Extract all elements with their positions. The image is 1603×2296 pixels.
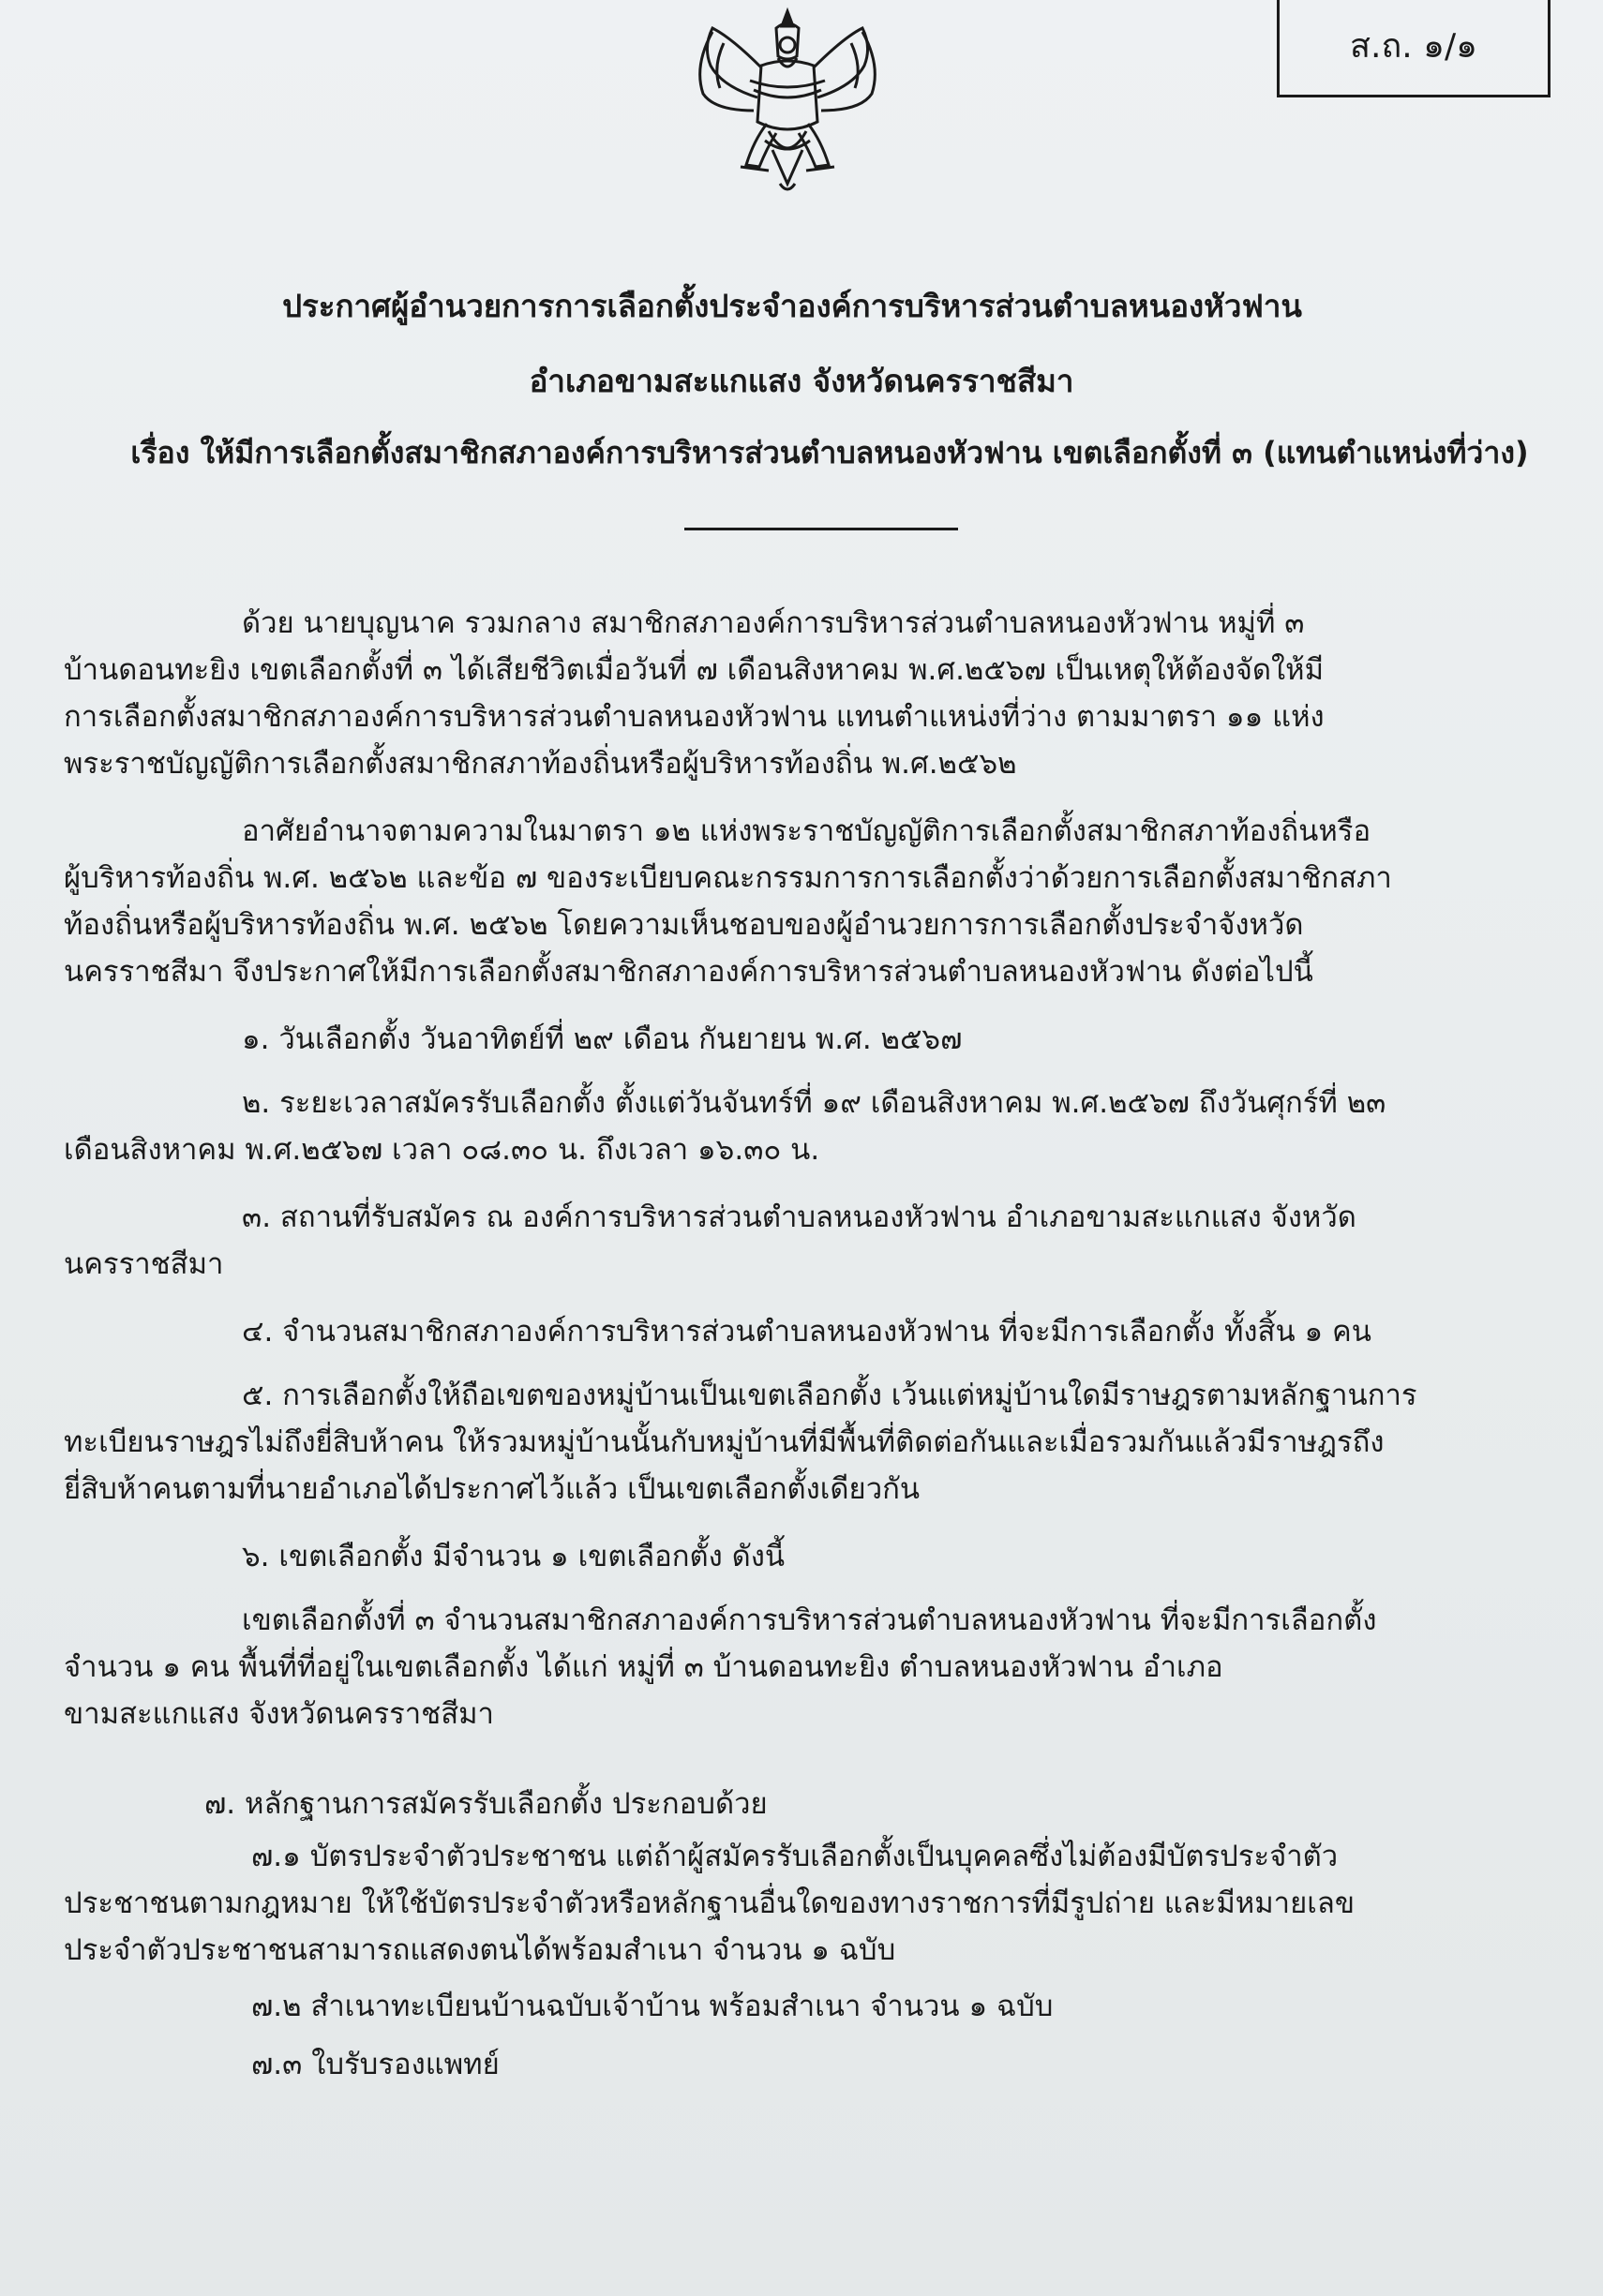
item-line: ๗.๒ สำเนาทะเบียนบ้านฉบับเจ้าบ้าน พร้อมสำเนา จำนวน ๑ ฉบับ [251, 1990, 1054, 2023]
paragraph-line: พระราชบัญญัติการเลือกตั้งสมาชิกสภาท้องถิ่นหรือผู้บริหารท้องถิ่น พ.ศ.๒๕๖๒ [64, 747, 1017, 781]
form-code: ส.ถ. ๑/๑ [1350, 26, 1477, 66]
form-code-box [1277, 0, 1551, 97]
paragraph-line: ผู้บริหารท้องถิ่น พ.ศ. ๒๕๖๒ และข้อ ๗ ของระเบียบคณะกรรมการการเลือกตั้งว่าด้วยการเลือกตั้งสมาชิกสภา [64, 861, 1392, 895]
item-line: ๑. วันเลือกตั้ง วันอาทิตย์ที่ ๒๙ เดือน กันยายน พ.ศ. ๒๕๖๗ [242, 1022, 963, 1056]
announcement-title: ประกาศผู้อำนวยการการเลือกตั้งประจำองค์การบริหารส่วนตำบลหนองหัวฟาน [282, 288, 1302, 324]
item-constituency-count [64, 1533, 1545, 1580]
paragraph-line: การเลือกตั้งสมาชิกสภาองค์การบริหารส่วนตำบลหนองหัวฟาน แทนตำแหน่งที่ว่าง ตามมาตรา ๑๑ แห่ง [64, 700, 1325, 734]
item-line: ๗.๑ บัตรประจำตัวประชาชน แต่ถ้าผู้สมัครรับเลือกตั้งเป็นบุคคลซึ่งไม่ต้องมีบัตรประจำตัว [251, 1840, 1339, 1873]
item-documents [64, 1781, 1545, 1827]
item-documents-medical-certificate [64, 2041, 1545, 2088]
paragraph-line: ท้องถิ่นหรือผู้บริหารท้องถิ่น พ.ศ. ๒๕๖๒ โดยความเห็นชอบของผู้อำนวยการการเลือกตั้งประจำจังหวัด [64, 908, 1304, 942]
item-line: จำนวน ๑ คน พื้นที่ที่อยู่ในเขตเลือกตั้ง ได้แก่ หมู่ที่ ๓ บ้านดอนทะยิง ตำบลหนองหัวฟาน อำเภอ [64, 1650, 1223, 1684]
item-line: ประจำตัวประชาชนสามารถแสดงตนได้พร้อมสำเนา จำนวน ๑ ฉบับ [64, 1933, 896, 1967]
item-line: ๗.๓ ใบรับรองแพทย์ [251, 2048, 500, 2081]
item-line: นครราชสีมา [64, 1247, 224, 1281]
item-documents-id-card [64, 1833, 1545, 1974]
item-line: เขตเลือกตั้งที่ ๓ จำนวนสมาชิกสภาองค์การบริหารส่วนตำบลหนองหัวฟาน ที่จะมีการเลือกตั้ง [242, 1603, 1377, 1637]
item-line: ประชาชนตามกฎหมาย ให้ใช้บัตรประจำตัวหรือหลักฐานอื่นใดของทางราชการที่มีรูปถ่าย และมีหมายเลข [64, 1886, 1356, 1920]
document-body [64, 600, 1545, 2099]
item-line: ๓. สถานที่รับสมัคร ณ องค์การบริหารส่วนตำบลหนองหัวฟาน อำเภอขามสะแกแสง จังหวัด [242, 1200, 1356, 1234]
paragraph-authority [64, 808, 1545, 995]
item-documents-house-registration [64, 1983, 1545, 2030]
title-divider [684, 528, 958, 530]
garuda-emblem-icon [656, 0, 919, 206]
paragraph-reason [64, 600, 1545, 787]
item-constituency-detail [64, 1597, 1545, 1737]
item-line: ๔. จำนวนสมาชิกสภาองค์การบริหารส่วนตำบลหนองหัวฟาน ที่จะมีการเลือกตั้ง ทั้งสิ้น ๑ คน [242, 1315, 1371, 1349]
item-line: ทะเบียนราษฎรไม่ถึงยี่สิบห้าคน ให้รวมหมู่บ้านนั้นกับหมู่บ้านที่มีพื้นที่ติดต่อกันและเมื่อรวมกันแล้วมีราษฎรถึง [64, 1425, 1385, 1459]
paragraph-line: อาศัยอำนาจตามความในมาตรา ๑๒ แห่งพระราชบัญญัติการเลือกตั้งสมาชิกสภาท้องถิ่นหรือ [242, 814, 1371, 848]
paragraph-line: บ้านดอนทะยิง เขตเลือกตั้งที่ ๓ ได้เสียชีวิตเมื่อวันที่ ๗ เดือนสิงหาคม พ.ศ.๒๕๖๗ เป็นเหตุให้ต้องจัดให้มี [64, 653, 1325, 687]
announcement-location: อำเภอขามสะแกแสง จังหวัดนครราชสีมา [529, 363, 1074, 399]
item-election-date [64, 1016, 1545, 1063]
item-constituency-rule [64, 1372, 1545, 1513]
item-line: ๒. ระยะเวลาสมัครรับเลือกตั้ง ตั้งแต่วันจันทร์ที่ ๑๙ เดือนสิงหาคม พ.ศ.๒๕๖๗ ถึงวันศุกร์ที่ ๒๓ [242, 1086, 1386, 1120]
item-line: เดือนสิงหาคม พ.ศ.๒๕๖๗ เวลา ๐๘.๓๐ น. ถึงเวลา ๑๖.๓๐ น. [64, 1133, 820, 1167]
item-line: ยี่สิบห้าคนตามที่นายอำเภอได้ประกาศไว้แล้ว เป็นเขตเลือกตั้งเดียวกัน [64, 1472, 921, 1506]
paragraph-line: ด้วย นายบุญนาค รวมกลาง สมาชิกสภาองค์การบริหารส่วนตำบลหนองหัวฟาน หมู่ที่ ๓ [242, 606, 1305, 640]
paragraph-line: นครราชสีมา จึงประกาศให้มีการเลือกตั้งสมาชิกสภาองค์การบริหารส่วนตำบลหนองหัวฟาน ดังต่อไปนี้ [64, 955, 1313, 989]
item-line: ๕. การเลือกตั้งให้ถือเขตของหมู่บ้านเป็นเขตเลือกตั้ง เว้นแต่หมู่บ้านใดมีราษฎรตามหลักฐานการ [242, 1379, 1417, 1412]
item-application-place [64, 1194, 1545, 1288]
spacer [64, 1758, 1545, 1781]
item-application-period [64, 1080, 1545, 1173]
announcement-subject: เรื่อง ให้มีการเลือกตั้งสมาชิกสภาองค์การบริหารส่วนตำบลหนองหัวฟาน เขตเลือกตั้งที่ ๓ (แทนตำแหน่งที่ว่าง) [130, 435, 1529, 470]
item-member-count [64, 1308, 1545, 1355]
item-line: ๗. หลักฐานการสมัครรับเลือกตั้ง ประกอบด้วย [204, 1787, 768, 1821]
item-line: ๖. เขตเลือกตั้ง มีจำนวน ๑ เขตเลือกตั้ง ดังนี้ [242, 1540, 786, 1573]
item-line: ขามสะแกแสง จังหวัดนครราชสีมา [64, 1697, 494, 1731]
